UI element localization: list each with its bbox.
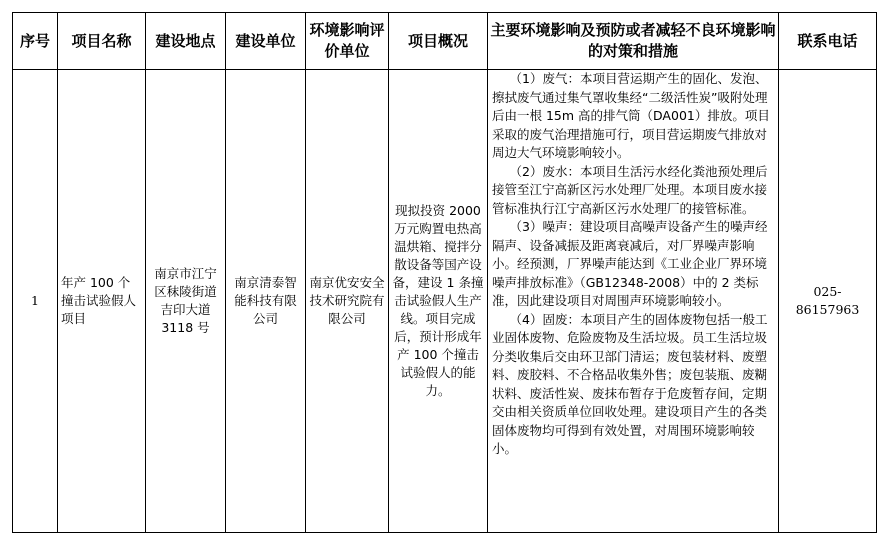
cell-location: 南京市江宁区秣陵街道吉印大道 3118 号 bbox=[146, 70, 226, 533]
cell-phone: 025-86157963 bbox=[779, 70, 877, 533]
cell-eia-unit: 南京优安安全技术研究院有限公司 bbox=[306, 70, 389, 533]
cell-project-name: 年产 100 个撞击试验假人项目 bbox=[58, 70, 146, 533]
cell-overview: 现拟投资 2000 万元购置电热高温烘箱、搅拌分散设备等国产设备，建设 1 条撞击试验假人生产线。项目完成后，预计形成年产 100 个撞击试验假人的能力。 bbox=[389, 70, 488, 533]
measure-noise: （3）噪声：建设项目高噪声设备产生的噪声经隔声、设备减振及距离衰减后，对厂界噪声影响小。经预测，厂界噪声能达到《工业企业厂界环境噪声排放标准》（GB12348-2008）中的 2 类标准，因此建设项目对周围声环境影响较小。 bbox=[492, 219, 768, 308]
header-phone: 联系电话 bbox=[779, 13, 877, 70]
header-row bbox=[13, 13, 877, 70]
cell-measures bbox=[488, 70, 779, 533]
table-row bbox=[13, 70, 877, 533]
cell-construction-unit: 南京清泰智能科技有限公司 bbox=[226, 70, 306, 533]
header-measures: 主要环境影响及预防或者减轻不良环境影响的对策和措施 bbox=[488, 13, 779, 70]
header-location: 建设地点 bbox=[146, 13, 226, 70]
measure-wastewater: （2）废水：本项目生活污水经化粪池预处理后接管至江宁高新区污水处理厂处理。本项目废水接管标准执行江宁高新区污水处理厂的接管标准。 bbox=[492, 163, 768, 216]
header-overview: 项目概况 bbox=[389, 13, 488, 70]
header-construction-unit: 建设单位 bbox=[226, 13, 306, 70]
measure-exhaust-gas: （1）废气：本项目营运期产生的固化、发泡、擦拭废气通过集气罩收集经“二级活性炭”吸附处理后由一根 15m 高的排气筒（DA001）排放。项目采取的废气治理措施可行，项目营运期废气排放对周边大气环境影响较小。 bbox=[492, 71, 770, 160]
cell-seq: 1 bbox=[13, 70, 58, 533]
header-seq: 序号 bbox=[13, 13, 58, 70]
measure-solid-waste: （4）固废：本项目产生的固体废物包括一般工业固体废物、危险废物及生活垃圾。员工生活垃圾分类收集后交由环卫部门清运；废包装材料、废塑料、废胶料、不合格品收集外售；废包装瓶、废糊状料、废活性炭、废抹布暂存于危废暂存间，定期交由相关资质单位回收处理。建设项目产生的各类固体废物均可得到有效处置，对周围环境影响较小。 bbox=[492, 311, 768, 456]
eia-info-table bbox=[12, 12, 877, 533]
header-eia-unit: 环境影响评价单位 bbox=[306, 13, 389, 70]
header-project-name: 项目名称 bbox=[58, 13, 146, 70]
